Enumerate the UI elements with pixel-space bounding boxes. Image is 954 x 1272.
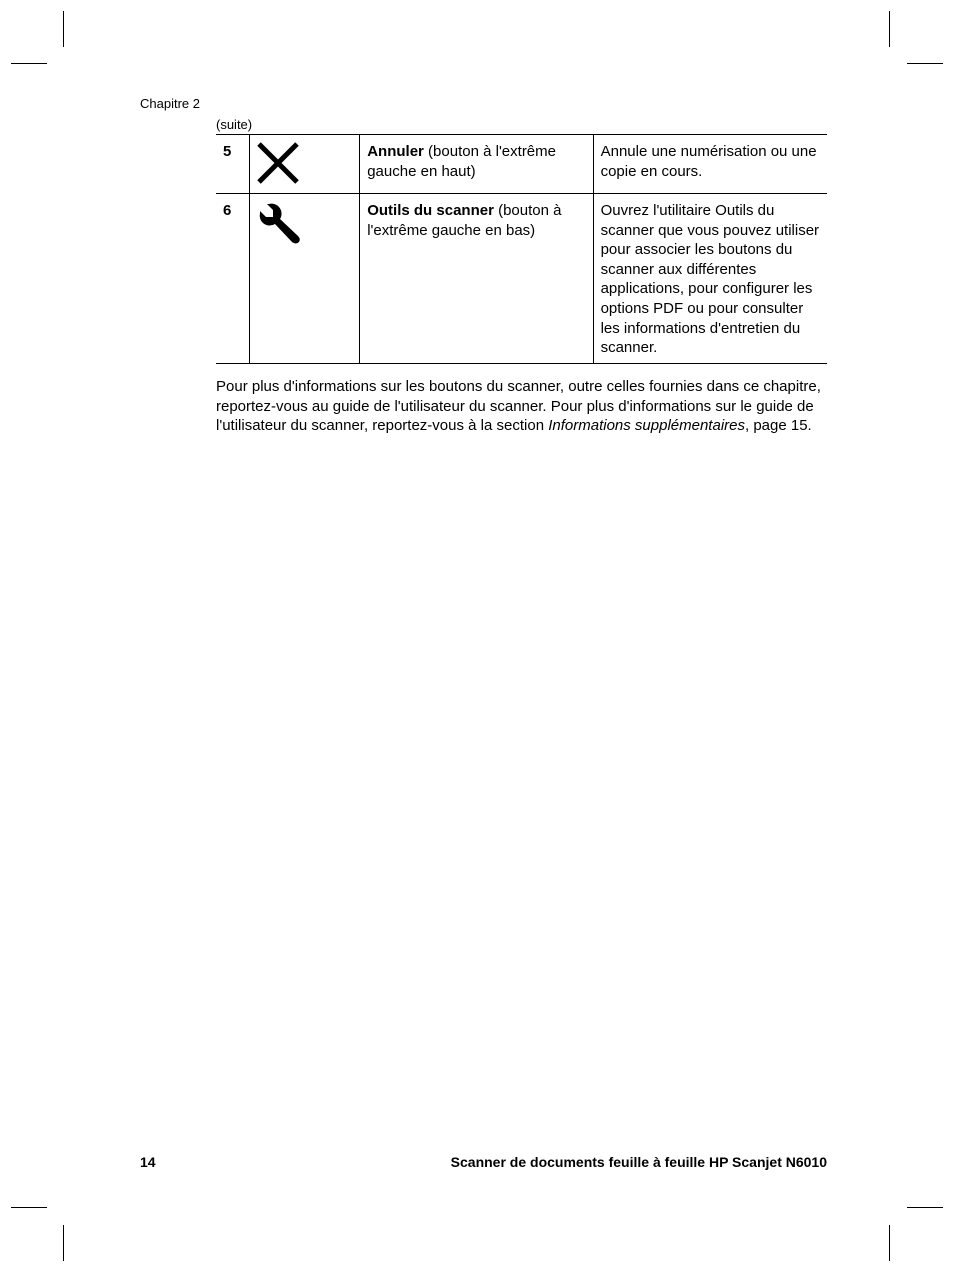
scanner-buttons-table	[216, 134, 827, 364]
button-location: (bouton à l'extrême gauche en haut)	[367, 143, 556, 180]
button-name: Annuler	[367, 143, 424, 160]
crop-mark	[907, 63, 943, 64]
paragraph-text: Pour plus d'informations sur les boutons du scanner, outre celles fournies dans ce chapitre, reportez-vous au guide de l'utilisateur du scanner. Pour plus d'informations sur le guide de l'utilisateur du scanner, reportez-vous à la section	[216, 378, 821, 435]
chapter-header: Chapitre 2	[140, 96, 200, 111]
crop-mark	[889, 1225, 890, 1261]
table-row	[216, 135, 827, 194]
row-number: 5	[216, 135, 250, 194]
footer-title: Scanner de documents feuille à feuille HP Scanjet N6010	[450, 1154, 827, 1170]
info-paragraph	[216, 377, 830, 436]
crop-mark	[11, 1207, 47, 1208]
crop-mark	[63, 11, 64, 47]
crop-mark	[63, 1225, 64, 1261]
continued-label: (suite)	[216, 117, 253, 132]
icon-cell	[250, 135, 360, 194]
button-name: Outils du scanner	[367, 202, 494, 219]
section-reference-link[interactable]: Informations supplémentaires	[548, 417, 745, 435]
crop-mark	[889, 11, 890, 47]
button-description: Annule une numérisation ou une copie en cours.	[593, 135, 827, 194]
button-location: (bouton à l'extrême gauche en bas)	[367, 202, 562, 239]
crop-mark	[907, 1207, 943, 1208]
crop-mark	[11, 63, 47, 64]
button-name-cell	[360, 135, 593, 194]
wrench-icon	[256, 200, 302, 246]
button-description: Ouvrez l'utilitaire Outils du scanner que vous pouvez utiliser pour associer les boutons du scanner aux différentes applications, pour configurer les options PDF ou pour consulter les informations d'entretien du scanner.	[593, 194, 827, 364]
paragraph-text-end: , page 15.	[744, 417, 812, 435]
page-number: 14	[140, 1154, 156, 1170]
cancel-x-icon	[256, 141, 300, 185]
table-row	[216, 194, 827, 364]
icon-cell	[250, 194, 360, 364]
row-number: 6	[216, 194, 250, 364]
button-name-cell	[360, 194, 593, 364]
